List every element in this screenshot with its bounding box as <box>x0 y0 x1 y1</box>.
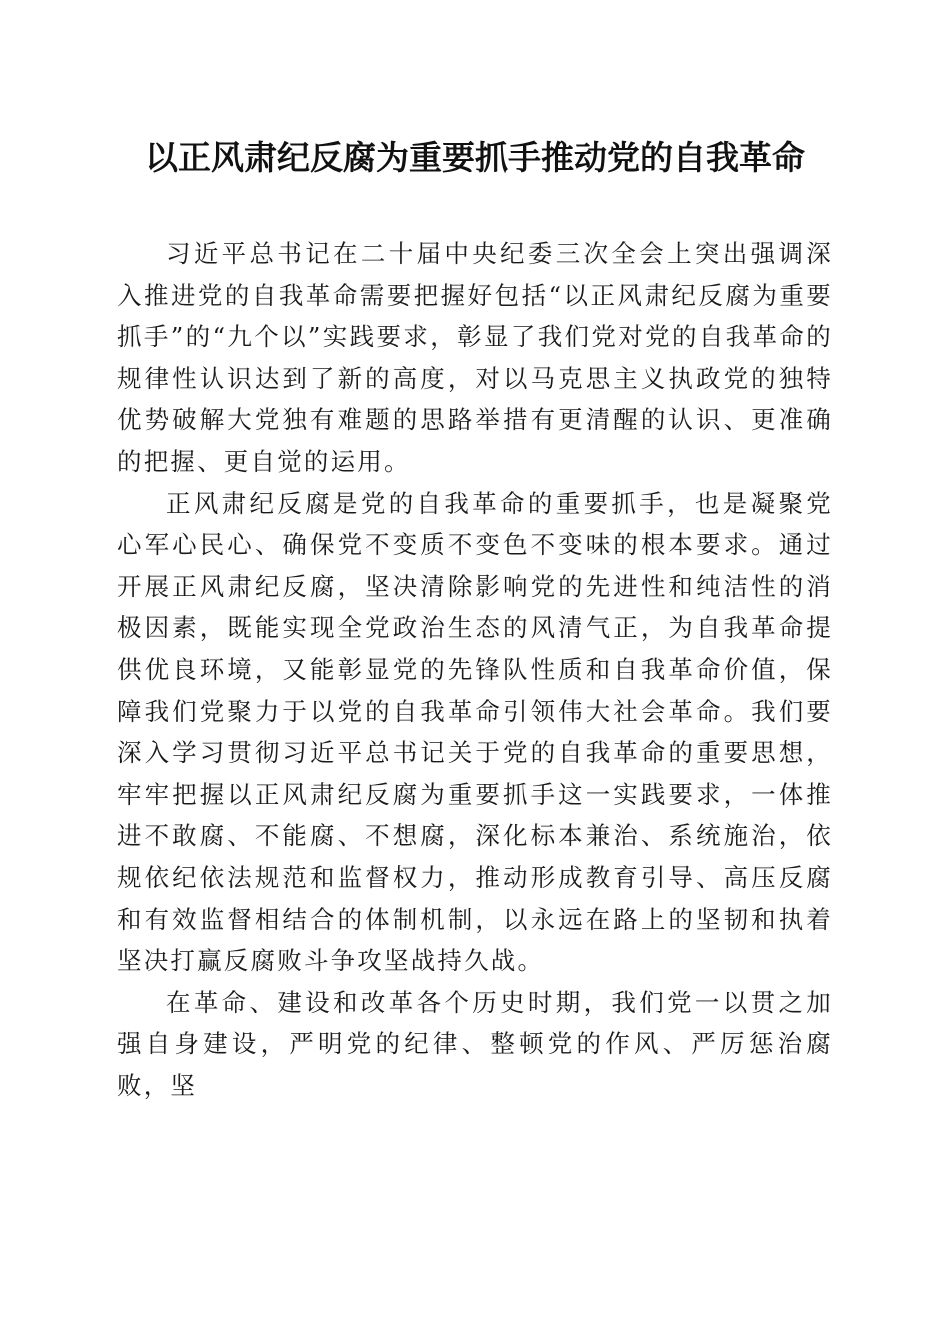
document-title: 以正风肃纪反腐为重要抓手推动党的自我革命 <box>145 138 805 177</box>
paragraph-3: 在革命、建设和改革各个历史时期，我们党一以贯之加强自身建设，严明党的纪律、整顿党的作风、严厉惩治腐败，坚 <box>117 987 833 1100</box>
paragraph-1: 习近平总书记在二十届中央纪委三次全会上突出强调深入推进党的自我革命需要把握好包括“以正风肃纪反腐为重要抓手”的“九个以”实践要求，彰显了我们党对党的自我革命的规律性认识达到了新的高度，对以马克思主义执政党的独特优势破解大党独有难题的思路举措有更清醒的认识、更准确的把握、更自觉的运用。 <box>117 239 833 476</box>
document-body <box>117 233 833 1106</box>
paragraph-2: 正风肃纪反腐是党的自我革命的重要抓手，也是凝聚党心军心民心、确保党不变质不变色不变味的根本要求。通过开展正风肃纪反腐，坚决清除影响党的先进性和纯洁性的消极因素，既能实现全党政治生态的风清气正，为自我革命提供优良环境，又能彰显党的先锋队性质和自我革命价值，保障我们党聚力于以党的自我革命引领伟大社会革命。我们要深入学习贯彻习近平总书记关于党的自我革命的重要思想，牢牢把握以正风肃纪反腐为重要抓手这一实践要求，一体推进不敢腐、不能腐、不想腐，深化标本兼治、系统施治，依规依纪依法规范和监督权力，推动形成教育引导、高压反腐和有效监督相结合的体制机制，以永远在路上的坚韧和执着坚决打赢反腐败斗争攻坚战持久战。 <box>117 488 833 976</box>
